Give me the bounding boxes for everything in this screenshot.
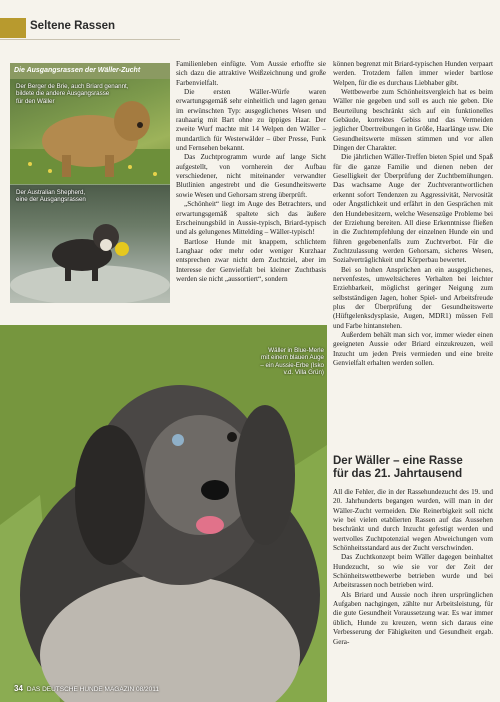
subheading: Der Wäller – eine Rasse für das 21. Jahrtausend: [333, 455, 463, 480]
paragraph: Wettbewerbe zum Schönheitsvergleich hat es beim Wäller nie gegeben und soll es auch nie geben. Die Beurteilung beschränkt sich auf ein funktionelles Gebäude, korrektes Gebiss und das Vermeiden jeglicher Übertreibungen in Größe, Haarlänge usw. Die Gesundheitswerte müssen stimmen und vor allen Dingen der Charakter.: [333, 88, 493, 153]
page-number: 34: [14, 684, 23, 693]
page-footer: [14, 684, 159, 693]
paragraph: können begrenzt mit Briard-typischen Hunden verpaart werden. Trotzdem fallen immer wieder bartlose Welpen, für die es durchaus Liebhaber gibt.: [333, 60, 493, 87]
header-rule: [0, 39, 180, 40]
waller-illustration: [0, 325, 327, 702]
paragraph: All die Fehler, die in der Rassehundezucht des 19. und 20. Jahrhunderts begangen wurden, will man in der Wäller-Zucht vermeiden. Die Reinerbigkeit soll nicht wie bei vielen etablierten Rassen auf das Aussehen beschränkt und durch Inzucht gefestigt werden und wertvolles Zuchtpotenzial wegen Abweichungen vom Schönheitsstandard aus der Zucht verschwinden.: [333, 488, 493, 553]
aussie-caption: Der Australian Shepherd, eine der Ausgangsrassen: [16, 189, 86, 204]
paragraph: Das Zuchtprogramm wurde auf lange Sicht aufgestellt, von vornherein der Aufbau verschiedener, nicht miteinander verwandter Blutlinien angestrebt und die Gesundheitswerte sowie Wesen und Gehorsam streng überprüft.: [176, 153, 326, 199]
column-1: [176, 60, 326, 284]
waller-caption: Wäller in Blue-Merle mit einem blauen Auge – ein Aussie-Erbe (Isko v.d. Villa Grün): [260, 347, 324, 377]
paragraph: Die ersten Wäller-Würfe waren erwartungsgemäß sehr einheitlich und lagen genau im erwünschten Typ: ausgeglichenes Wesen und rauhaarig mit Bart ohne zu üppiges Haar. Der zweite Wurf machte mit 14 Welpen den Wäller – mundartlich für Westerwälder – über Presse, Funk und Fernsehen bekannt.: [176, 88, 326, 153]
waller-photo: [0, 325, 327, 702]
paragraph: „Schönheit“ liegt im Auge des Betrachters, und erwartungsgemäß spaltete sich das äußere Erscheinungsbild in Aussie-typisch, Briard-typisch und als gelungenes Mittelding – Wäller-typisch!: [176, 200, 326, 237]
paragraph: Die jährlichen Wäller-Treffen bieten Spiel und Spaß für die ganze Familie und dienen neben der Geselligkeit der Überprüfung der Zuchtbemühungen. Das wachsame Auge der Zuchtverantwortlichen erkennt sofort Tendenzen zu Aggressivität, Nervosität oder Ängstlichkeit und erfährt in den Gesprächen mit den Hundebesitzern, welche Wesenszüge Probleme bei der Erziehung bereiten. All diese Erkenntnisse fließen in die Zuchtempfehlung der einzelnen Hunde ein und führen gegebenenfalls zum Zuchtverbot. Für die Zuchtzulassung werden Gehorsam, sicheres Wesen, Sozialverträglichkeit und Körperbau bewertet.: [333, 153, 493, 265]
paragraph: Familienleben einfügte. Vom Aussie erhoffte sie sich dazu die attraktive Weißzeichnung und große Farbenvielfalt.: [176, 60, 326, 87]
paragraph: Außerdem behält man sich vor, immer wieder einen geeigneten Aussie oder Briard einzukreuzen, weil Inzucht um jeden Preis vermieden und eine breite Genvielfalt erhalten werden sollen.: [333, 330, 493, 367]
paragraph: Bartlose Hunde mit knappem, schlichtem Langhaar oder mehr oder weniger Kurzhaar entsprechen zwar nicht dem Zuchtziel, aber im Interesse der Genvielfalt bei kleiner Zuchtbasis werden sie nicht „aussortiert“, sondern: [176, 237, 326, 283]
column-2: [333, 60, 493, 368]
paragraph: Als Briard und Aussie noch ihren ursprünglichen Aufgaben nachgingen, zählte nur Arbeitsleistung, für die gute Gesundheit Voraussetzung war. Es war immer üblich, Hunde zu kreuzen, wenn sich daraus eine Verbesserung der Fähigkeiten und Gesundheit ergab. Gera-: [333, 590, 493, 646]
sidebar-box: [10, 63, 170, 303]
briard-caption: Der Berger de Brie, auch Briard genannt, bildete die andere Ausgangsrasse für den Wäller: [16, 83, 129, 105]
paragraph: Bei so hohen Ansprüchen an ein ausgeglichenes, nervenfestes, umweltsicheres Verhalten bei leichter Erziehbarkeit, möglichst geringer Neigung zum selbstständigen Jagen, hoher Spiel- und Arbeitsfreude plus der Überprüfung der Gesundheitswerte (Hüftgelenksdysplasie, Augen, MDR1) müssen Fell und Farbe hintanstehen.: [333, 265, 493, 330]
section-color-bar: [0, 18, 26, 38]
sidebar-title: Die Ausgangsrassen der Wäller-Zucht: [10, 63, 170, 79]
aussie-photo: [10, 185, 170, 303]
column-3: [333, 488, 493, 647]
paragraph: Das Zuchtkonzept beim Wäller dagegen beinhaltet Hundezucht, so wie sie vor der Zeit der Schönheitswettbewerbe betrieben wurde und bei Arbeitsrassen noch betrieben wird.: [333, 553, 493, 590]
section-header: [0, 18, 500, 40]
magazine-name: DAS DEUTSCHE HUNDE MAGAZIN 08/2011: [26, 686, 159, 693]
briard-photo: [10, 79, 170, 184]
section-title: Seltene Rassen: [30, 20, 116, 32]
